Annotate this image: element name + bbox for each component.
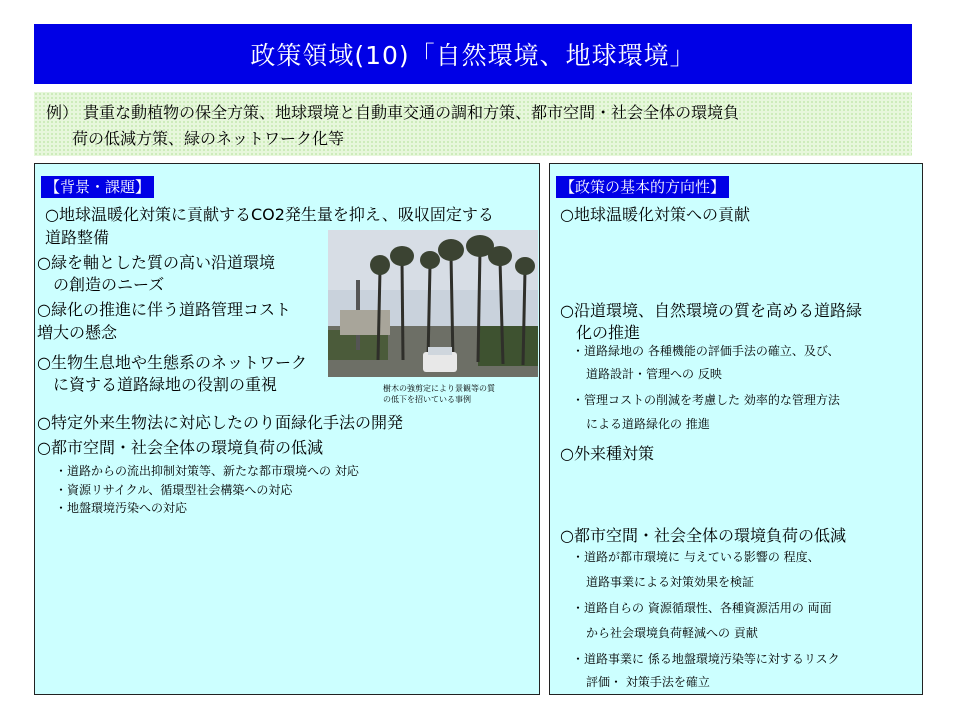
example-text-line-2: 荷の低減方策、緑のネットワーク化等 [72,129,345,148]
issue-item: ○特定外来生物法に対応したのり面緑化手法の開発 [37,413,403,432]
direction-subitem: ・道路緑地の 各種機能の評価手法の確立、及び、 [572,344,840,358]
direction-subitem: ・道路が都市環境に 与えている影響の 程度、 [572,550,820,564]
background-issues-panel [34,163,540,695]
issue-subitem: ・道路からの流出抑制対策等、新たな都市環境への 対応 [55,464,359,478]
direction-subitem: による道路緑化の 推進 [586,417,710,431]
direction-subitem: 道路設計・管理への 反映 [586,367,722,381]
direction-item: ○沿道環境、自然環境の質を高める道路緑 [560,301,862,320]
issue-item: ○生物生息地や生態系のネットワーク [37,353,307,372]
issue-item: に資する道路緑地の役割の重視 [53,375,278,394]
page-title: 政策領域(10)「自然環境、地球環境」 [250,41,696,70]
direction-item: ○都市空間・社会全体の環境負荷の低減 [560,526,846,545]
title-bar [34,24,912,84]
example-box [34,92,912,156]
issue-item: 道路整備 [45,228,110,247]
direction-subitem: から社会環境負荷軽減への 貢献 [586,626,758,640]
direction-item: 化の推進 [576,323,641,342]
issue-item: 増大の懸念 [37,323,118,342]
issue-item: ○地球温暖化対策に貢献するCO2発生量を抑え、吸収固定する [45,205,494,224]
issue-subitem: ・資源リサイクル、循環型社会構築への対応 [55,483,293,497]
direction-subitem: ・道路自らの 資源循環性、各種資源活用の 両面 [572,601,832,615]
background-issues-heading: 【背景・課題】 [41,176,154,198]
policy-direction-heading: 【政策の基本的方向性】 [556,176,729,198]
photo-caption-line-1: 樹木の強剪定により景観等の質 [383,384,495,393]
roadside-trees-photo [328,230,538,377]
direction-subitem: 道路事業による対策効果を検証 [586,575,755,589]
direction-subitem: ・道路事業に 係る地盤環境汚染等に対するリスク [572,652,840,666]
issue-item: ○緑化の推進に伴う道路管理コスト [37,300,291,319]
policy-direction-panel [549,163,923,695]
issue-subitem: ・地盤環境汚染への対応 [55,501,188,515]
photo-caption-line-2: の低下を招いている事例 [383,395,471,404]
example-text-line-1: 例） 貴重な動植物の保全方策、地球環境と自動車交通の調和方策、都市空間・社会全体の環境負 [46,103,740,122]
direction-subitem: 評価・ 対策手法を確立 [586,675,710,689]
issue-item: の創造のニーズ [53,275,165,294]
direction-item: ○地球温暖化対策への貢献 [560,205,750,224]
issue-item: ○都市空間・社会全体の環境負荷の低減 [37,438,323,457]
issue-item: ○緑を軸とした質の高い沿道環境 [37,253,275,272]
direction-item: ○外来種対策 [560,444,654,463]
direction-subitem: ・管理コストの削減を考慮した 効率的な管理方法 [572,393,840,407]
